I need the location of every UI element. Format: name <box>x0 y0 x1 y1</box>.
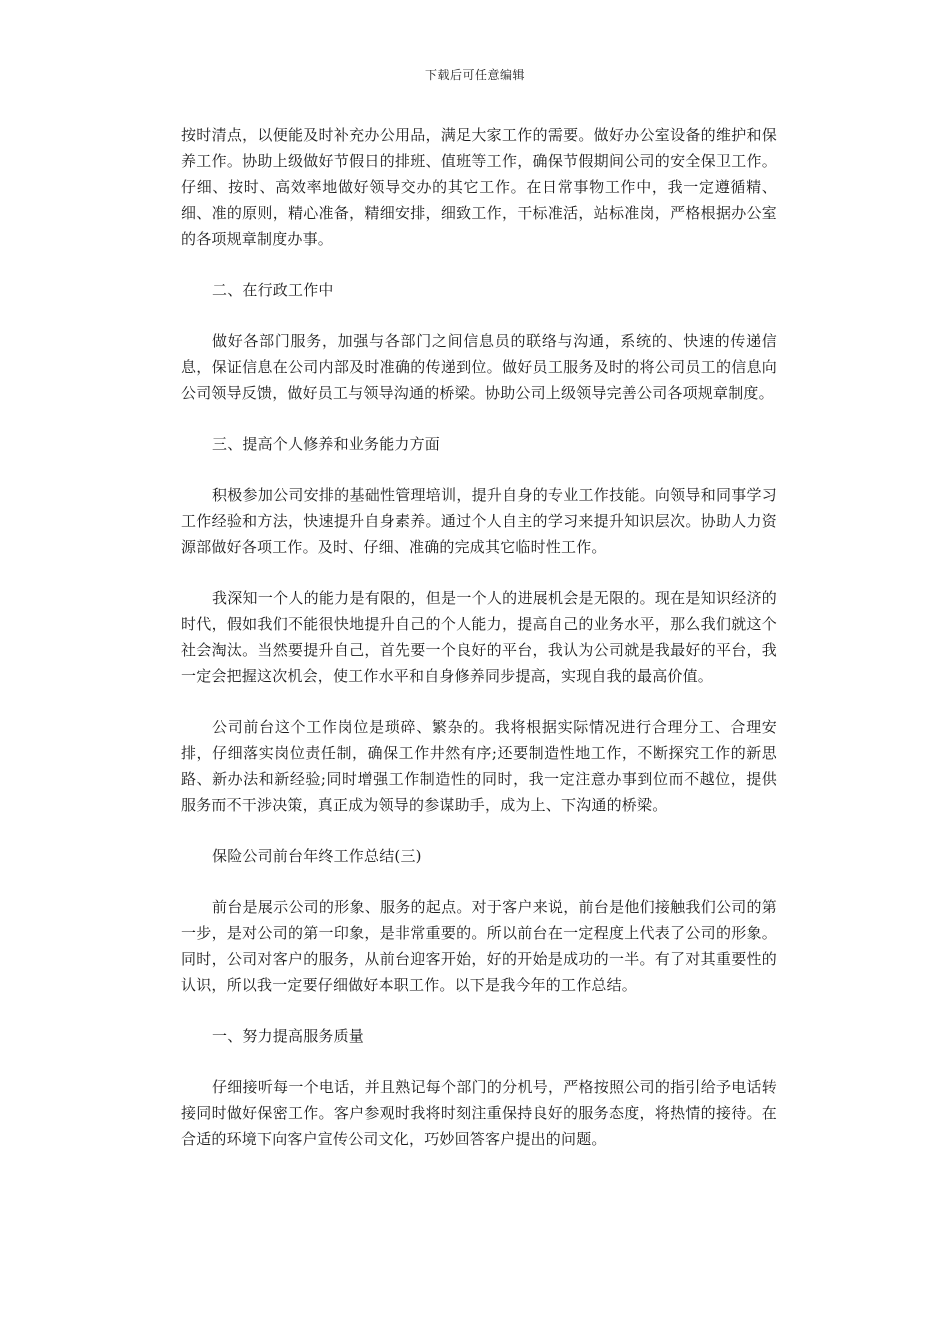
paragraph: 仔细接听每一个电话，并且熟记每个部门的分机号，严格按照公司的指引给予电话转接同时做好保密工作。客户参观时我将时刻注重保持良好的服务态度，将热情的接待。在合适的环境下向客户宣传公司文化，巧妙回答客户提出的问题。 <box>181 1078 777 1148</box>
section-heading: 一、努力提高服务质量 <box>212 1027 365 1045</box>
page-header: 下载后可任意编辑 <box>424 68 525 82</box>
paragraph: 我深知一个人的能力是有限的，但是一个人的进展机会是无限的。现在是知识经济的时代，假如我们不能很快地提升自己的个人能力，提高自己的业务水平，那么我们就这个社会淘汰。当然要提升自己，首先要一个良好的平台，我认为公司就是我最好的平台，我一定会把握这次机会，使工作水平和自身修养同步提高，实现自我的最高价值。 <box>181 589 777 685</box>
paragraph: 公司前台这个工作岗位是琐碎、繁杂的。我将根据实际情况进行合理分工、合理安排，仔细落实岗位责任制，确保工作井然有序;还要制造性地工作，不断探究工作的新思路、新办法和新经验;同时增强工作制造性的同时，我一定注意办事到位而不越位，提供服务而不干涉决策，真正成为领导的参谋助手，成为上、下沟通的桥梁。 <box>181 718 777 814</box>
document-body <box>181 122 777 1177</box>
section-heading: 三、提高个人修养和业务能力方面 <box>212 435 441 453</box>
section-heading: 二、在行政工作中 <box>212 281 334 299</box>
paragraph: 按时清点，以便能及时补充办公用品，满足大家工作的需要。做好办公室设备的维护和保养工作。协助上级做好节假日的排班、值班等工作，确保节假期间公司的安全保卫工作。仔细、按时、高效率地做好领导交办的其它工作。在日常事物工作中，我一定遵循精、细、准的原则，精心准备，精细安排，细致工作，干标准活，站标准岗，严格根据办公室的各项规章制度办事。 <box>181 126 777 248</box>
paragraph: 积极参加公司安排的基础性管理培训，提升自身的专业工作技能。向领导和同事学习工作经验和方法，快速提升自身素养。通过个人自主的学习来提升知识层次。协助人力资源部做好各项工作。及时、仔细、准确的完成其它临时性工作。 <box>181 486 777 556</box>
document-section-title: 保险公司前台年终工作总结(三) <box>212 847 422 865</box>
paragraph: 前台是展示公司的形象、服务的起点。对于客户来说，前台是他们接触我们公司的第一步，是对公司的第一印象，是非常重要的。所以前台在一定程度上代表了公司的形象。同时，公司对客户的服务，从前台迎客开始，好的开始是成功的一半。有了对其重要性的认识，所以我一定要仔细做好本职工作。以下是我今年的工作总结。 <box>181 898 777 994</box>
paragraph: 做好各部门服务，加强与各部门之间信息员的联络与沟通，系统的、快速的传递信息，保证信息在公司内部及时准确的传递到位。做好员工服务及时的将公司员工的信息向公司领导反馈，做好员工与领导沟通的桥梁。协助公司上级领导完善公司各项规章制度。 <box>181 332 777 402</box>
